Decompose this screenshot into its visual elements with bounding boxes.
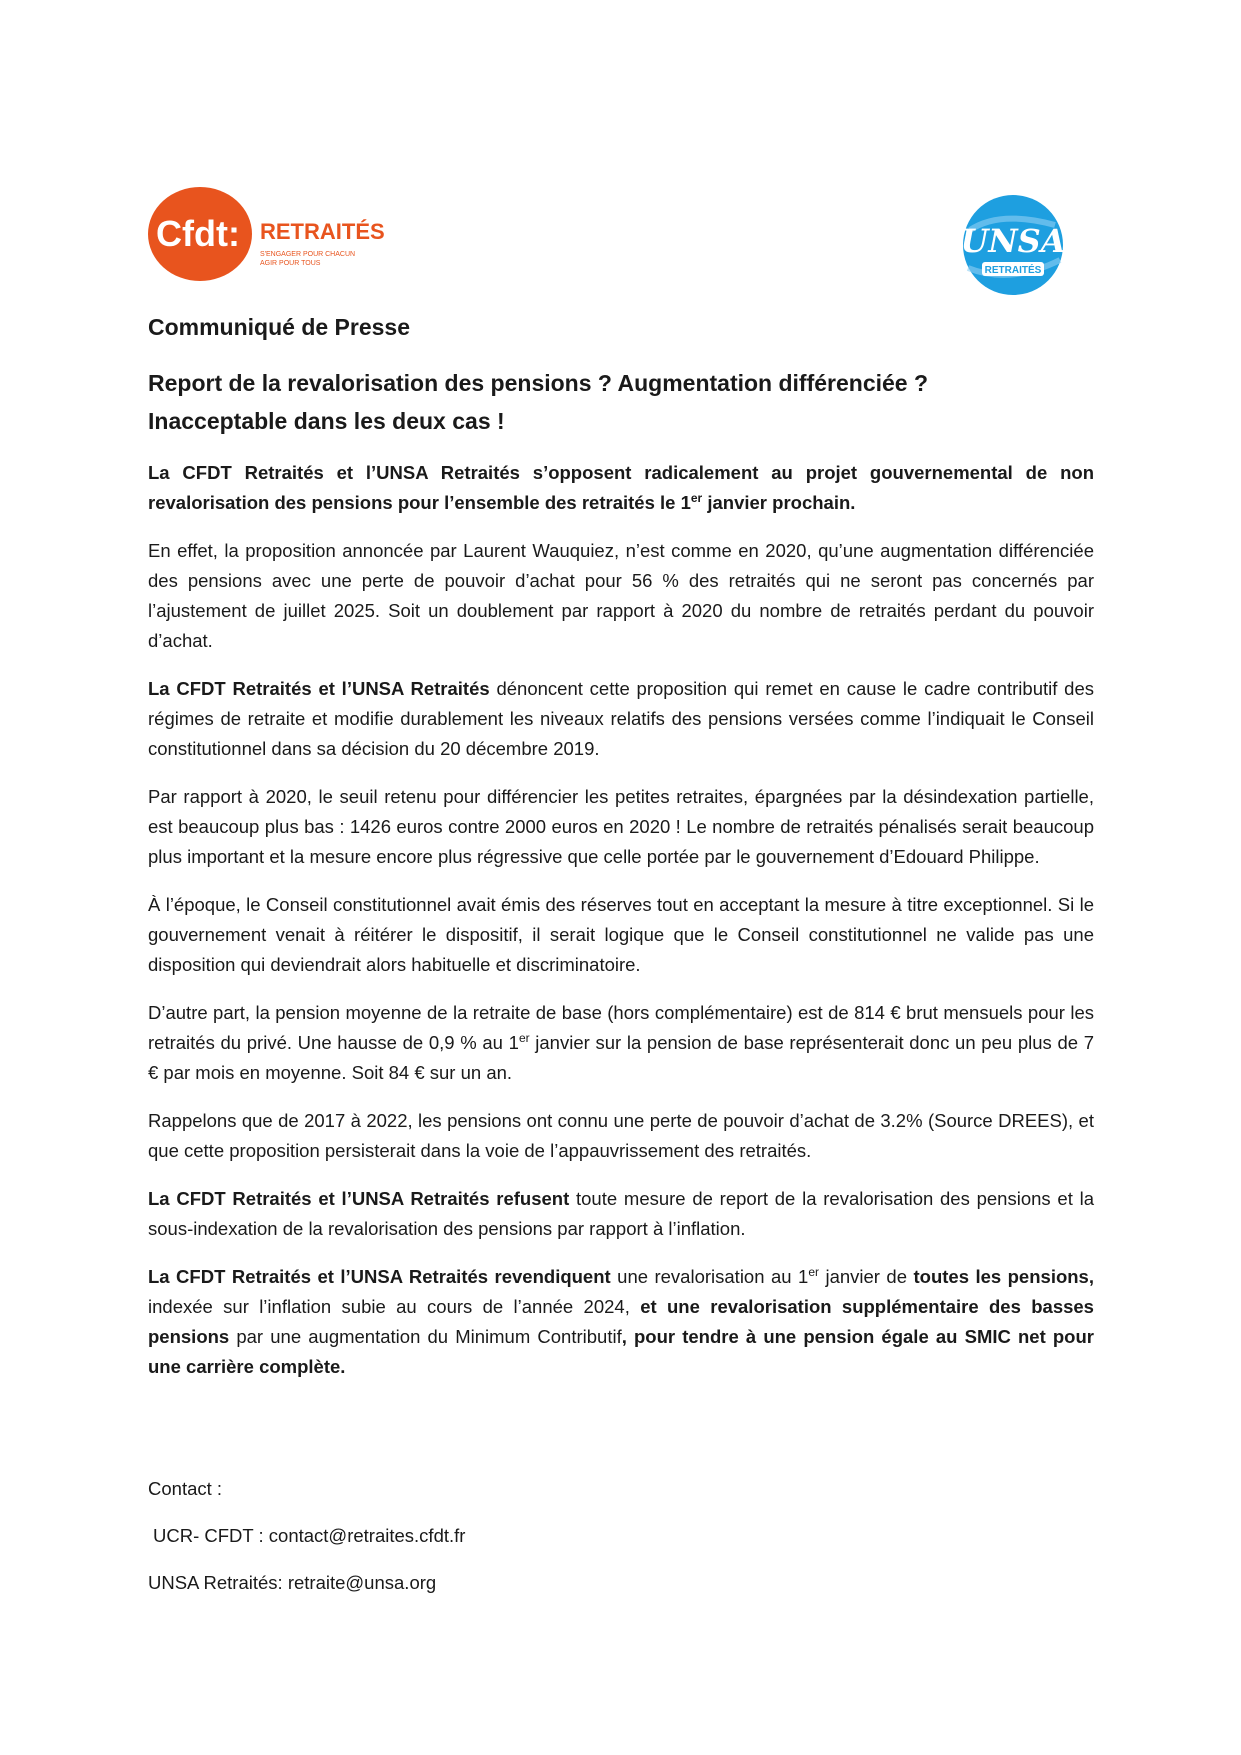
cfdt-logo-tagline-2: AGIR POUR TOUS [260,260,321,267]
unsa-logo-name: UNSA [960,222,1066,260]
paragraph-9-text-1: une revalorisation au 1 [610,1266,809,1287]
paragraph-2: En effet, la proposition annoncée par Laurent Wauquiez, n’est comme en 2020, qu’une augmentation différenciée des pensions avec une perte de pouvoir d’achat pour 56 % des retraités qui ne seront pas concernés par l’ajustement de juillet 2025. Soit un doublement par rapport à 2020 du nombre de retraités perdant du pouvoir d’achat. [148,540,1094,651]
page-title [148,364,1094,440]
paragraph-9-text-4: par une augmentation du Minimum Contributif [229,1326,622,1347]
contact-label: Contact : [148,1478,223,1499]
paragraph-3 [148,674,1094,764]
paragraph-5: À l’époque, le Conseil constitutionnel avait émis des réserves tout en acceptant la mesure à titre exceptionnel. Si le gouvernement venait à réitérer le dispositif, il serait logique que le Conseil constitutionnel ne valide pas une disposition qui deviendrait alors habituelle et discriminatoire. [148,894,1094,975]
paragraph-3-bold: La CFDT Retraités et l’UNSA Retraités [148,678,490,699]
unsa-logo-subtitle: RETRAITÉS [984,265,1042,276]
paragraph-6-sup: er [518,1030,530,1045]
paragraph-8-bold: La CFDT Retraités et l’UNSA Retraités refusent [148,1188,570,1209]
document-type: Communiqué de Presse [148,314,411,340]
cfdt-logo-subtitle: RETRAITÉS [260,219,385,244]
paragraph-1-text-b: janvier prochain. [702,492,856,513]
paragraph-9-text-3: indexée sur l’inflation subie au cours de l’année 2024, [148,1296,630,1317]
paragraph-9-text-2: janvier de [819,1266,914,1287]
paragraph-9-bold-2: toutes les pensions, [913,1266,1094,1287]
contact-cfdt: UCR- CFDT : contact@retraites.cfdt.fr [153,1525,466,1546]
paragraph-6-text-a: D’autre part, la pension moyenne de la retraite de base (hors complémentaire) est de 814 € brut mensuels pour les retraités du privé. Une hausse de 0,9 % au 1 [148,1002,1094,1053]
paragraph-9-bold-1: La CFDT Retraités et l’UNSA Retraités revendiquent [148,1266,611,1287]
paragraph-8 [148,1184,1094,1244]
paragraph-9-sup: er [808,1264,819,1279]
press-release-body [148,312,1094,1400]
paragraph-6-text-b: janvier sur la pension de base représenterait donc un peu plus de 7 € par mois en moyenne. Soit 84 € sur un an. [148,1032,1095,1083]
paragraph-9-bold-3: et une revalorisation supplémentaire des basses pensions [148,1296,1094,1347]
paragraph-8-text: toute mesure de report de la revalorisation des pensions et la sous-indexation de la revalorisation des pensions par rapport à l’inflation. [148,1188,1094,1239]
contact-unsa: UNSA Retraités: retraite@unsa.org [148,1572,437,1593]
cfdt-logo-tagline-1: S'ENGAGER POUR CHACUN [260,251,356,258]
unsa-retraites-logo [960,190,1070,300]
paragraph-1-sup: er [690,490,703,505]
paragraph-9-bold-4: , pour tendre à une pension égale au SMIC net pour une carrière complète. [148,1326,1094,1377]
cfdt-retraites-logo [150,186,385,286]
cfdt-logo-name: Cfdt: [156,213,240,254]
paragraph-9 [148,1262,1094,1382]
paragraph-3-text: dénoncent cette proposition qui remet en cause le cadre contributif des régimes de retraite et modifie durablement les niveaux relatifs des pensions versées comme l’indiquait le Conseil constitutionnel dans sa décision du 20 décembre 2019. [148,678,1094,759]
paragraph-7: Rappelons que de 2017 à 2022, les pensions ont connu une perte de pouvoir d’achat de 3.2% (Source DREES), et que cette proposition persisterait dans la voie de l’appauvrissement des retraités. [148,1110,1094,1161]
title-line-1: Report de la revalorisation des pensions ? Augmentation différenciée ? [148,370,929,396]
paragraph-4: Par rapport à 2020, le seuil retenu pour différencier les petites retraites, épargnées par la désindexation partielle, est beaucoup plus bas : 1426 euros contre 2000 euros en 2020 ! Le nombre de retraités pénalisés serait beaucoup plus important et la mesure encore plus régressive que celle portée par le gouvernement d’Edouard Philippe. [148,786,1094,867]
contact-block [148,1474,848,1615]
title-line-2: Inacceptable dans les deux cas ! [148,408,505,434]
paragraph-1 [148,458,1094,518]
paragraph-6 [148,998,1094,1088]
paragraph-1-text-a: La CFDT Retraités et l’UNSA Retraités s’opposent radicalement au projet gouvernemental de non revalorisation des pensions pour l’ensemble des retraités le 1 [148,462,1094,513]
